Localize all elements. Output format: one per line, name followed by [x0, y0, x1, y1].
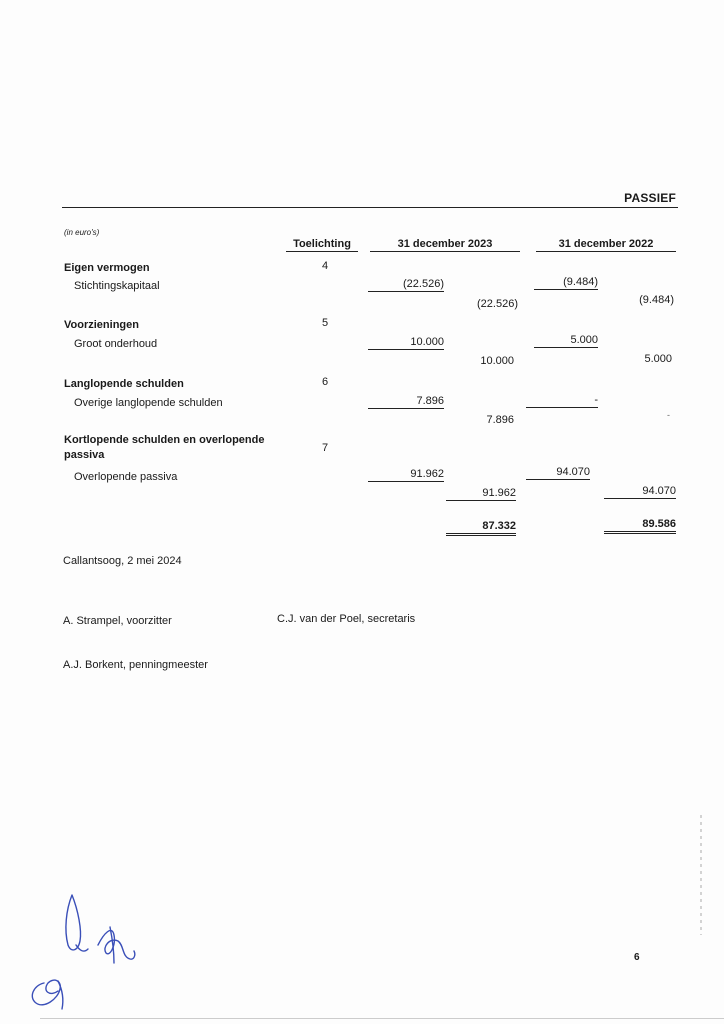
place-date: Callantsoog, 2 mei 2024 — [63, 555, 182, 567]
grand-total-2022: 89.586 — [604, 518, 676, 534]
group-total-2022: 94.070 — [604, 485, 676, 499]
grand-total-2023: 87.332 — [446, 520, 516, 536]
item-label-stichtingskapitaal: Stichtingskapitaal — [74, 280, 160, 292]
note-ref: 7 — [321, 442, 329, 454]
group-total-2022: - — [667, 410, 670, 420]
header-rule — [62, 207, 678, 208]
handwritten-signature-icon — [14, 885, 154, 1020]
group-total-2023: 91.962 — [446, 487, 516, 501]
group-total-2023: 10.000 — [480, 355, 514, 367]
group-title-eigen-vermogen: Eigen vermogen — [64, 262, 150, 274]
unit-note: (in euro's) — [64, 228, 100, 237]
section-title: PASSIEF — [624, 191, 676, 205]
item-label-overige-langlopende-schulden: Overige langlopende schulden — [74, 397, 223, 409]
column-header-2022: 31 december 2022 — [536, 238, 676, 252]
item-value-2022: (9.484) — [534, 276, 598, 290]
group-total-2022: (9.484) — [639, 294, 674, 306]
item-value-2023: (22.526) — [368, 278, 444, 292]
column-header-2023: 31 december 2023 — [370, 238, 520, 252]
item-value-2023: 91.962 — [368, 468, 444, 482]
page-number: 6 — [634, 952, 640, 963]
item-label-groot-onderhoud: Groot onderhoud — [74, 338, 158, 350]
group-title-langlopende-schulden: Langlopende schulden — [64, 378, 184, 390]
note-ref: 6 — [321, 376, 329, 388]
item-value-2023: 10.000 — [368, 336, 444, 350]
group-title-kortlopende-schulden-line2: passiva — [64, 449, 105, 461]
item-value-2023: 7.896 — [368, 395, 444, 409]
note-ref: 5 — [321, 317, 329, 329]
signatory-chair: A. Strampel, voorzitter — [63, 615, 172, 627]
note-ref: 4 — [321, 260, 329, 272]
group-total-2023: (22.526) — [477, 298, 518, 310]
scan-artifact — [700, 815, 702, 935]
group-title-voorzieningen: Voorzieningen — [64, 319, 139, 331]
signatory-treasurer: A.J. Borkent, penningmeester — [63, 659, 208, 671]
group-total-2023: 7.896 — [486, 414, 514, 426]
signatory-secretary: C.J. van der Poel, secretaris — [277, 613, 416, 625]
group-title-kortlopende-schulden: Kortlopende schulden en overlopende — [64, 434, 265, 446]
column-header-toelichting: Toelichting — [286, 238, 358, 252]
item-value-2022: - — [526, 394, 598, 408]
item-label-overlopende-passiva: Overlopende passiva — [74, 471, 178, 483]
item-value-2022: 94.070 — [526, 466, 590, 480]
page-edge — [40, 1018, 724, 1019]
group-total-2022: 5.000 — [644, 353, 672, 365]
item-value-2022: 5.000 — [534, 334, 598, 348]
